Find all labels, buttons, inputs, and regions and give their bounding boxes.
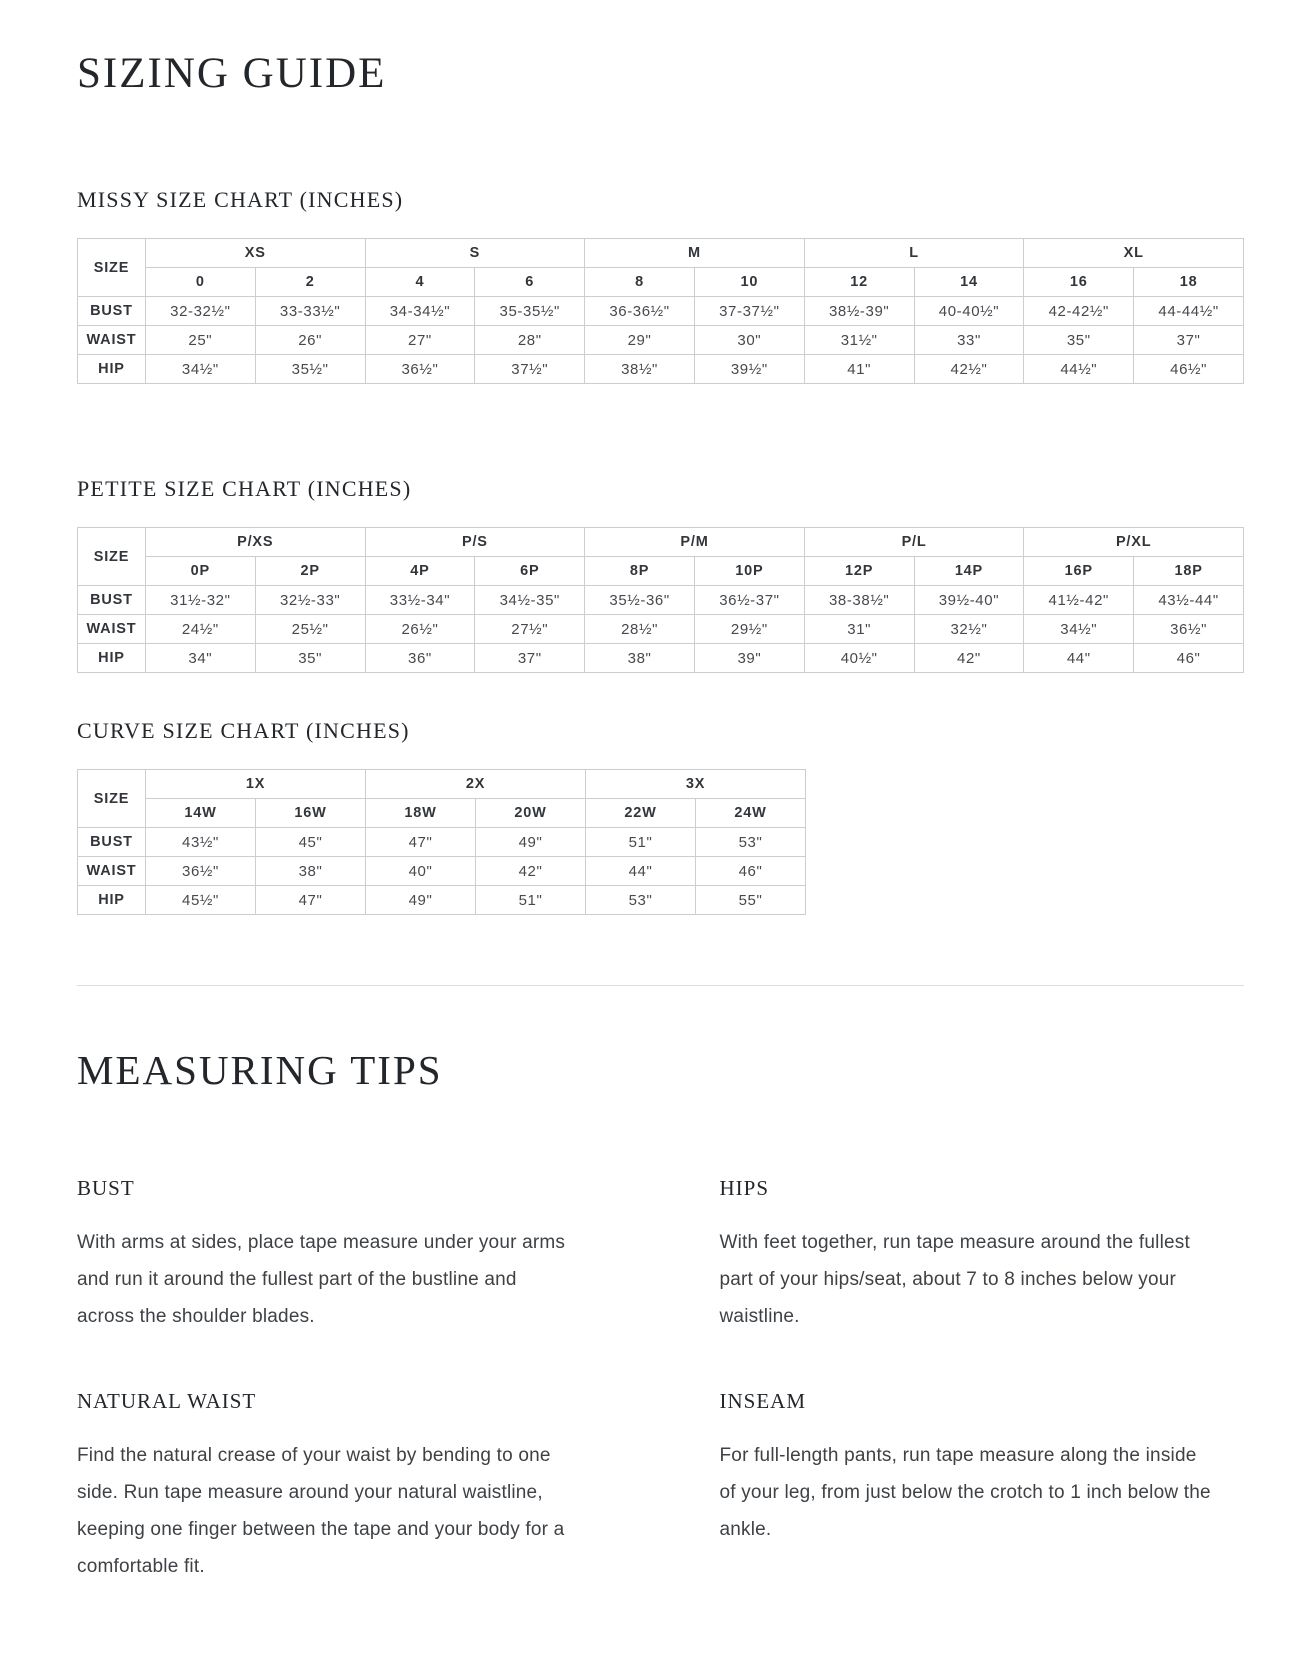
size-header-cell: 2 [255,268,365,297]
measurement-row [78,586,1244,615]
measurement-cell: 25½" [255,615,365,644]
measurement-cell: 44" [1024,644,1134,673]
size-header-cell: 18P [1134,557,1244,586]
measurement-cell: 53" [586,886,696,915]
size-header-row [78,557,1244,586]
measurement-cell: 34½-35" [475,586,585,615]
group-header-cell: L [804,239,1024,268]
measurement-row [78,644,1244,673]
measurement-cell: 42" [476,857,586,886]
group-header-cell: 2X [366,770,586,799]
measurement-cell: 34" [145,644,255,673]
measurement-cell: 33" [914,326,1024,355]
measurement-cell: 29½" [694,615,804,644]
size-header-cell: 18 [1134,268,1244,297]
group-header-cell: P/L [804,528,1024,557]
measurement-row [78,326,1244,355]
measurement-row [78,828,806,857]
tip-body: For full-length pants, run tape measure along the inside of your leg, from just below the crotch to 1 inch below the ankle. [719,1445,1211,1540]
size-header-cell: 14P [914,557,1024,586]
measurement-cell: 35" [1024,326,1134,355]
size-header-row [78,799,806,828]
size-header-cell: 24W [696,799,806,828]
size-header-cell: 14W [146,799,256,828]
measurement-cell: 49" [476,828,586,857]
measurement-row [78,355,1244,384]
measurement-cell: 44½" [1024,355,1134,384]
size-header-cell: 18W [366,799,476,828]
group-header-cell: XL [1024,239,1244,268]
size-chart-missy [77,187,1244,384]
measurement-cell: 38½" [585,355,695,384]
measurement-cell: 31½" [804,326,914,355]
row-label-cell: BUST [78,297,146,326]
group-header-cell: P/S [365,528,585,557]
measurement-cell: 43½" [146,828,256,857]
size-chart-petite [77,476,1244,673]
measurement-cell: 35½" [255,355,365,384]
measurement-cell: 41" [804,355,914,384]
measurement-cell: 27" [365,326,475,355]
measurement-cell: 43½-44" [1134,586,1244,615]
measurement-cell: 40" [366,857,476,886]
measurement-cell: 28" [475,326,585,355]
measurement-cell: 53" [696,828,806,857]
size-header-cell: 6P [475,557,585,586]
measuring-tip [720,1389,1245,1585]
measurement-cell: 36½" [365,355,475,384]
measurement-cell: 46" [696,857,806,886]
size-table-missy [77,238,1244,384]
measurement-cell: 45½" [146,886,256,915]
measurement-cell: 28½" [585,615,695,644]
size-header-cell: 0P [145,557,255,586]
tip-title: NATURAL WAIST [77,1389,257,1413]
measurement-cell: 29" [585,326,695,355]
tip-body: With feet together, run tape measure around the fullest part of your hips/seat, about 7 to 8 inches below your waistline. [719,1232,1190,1327]
measurement-cell: 36½" [146,857,256,886]
group-header-row [78,770,806,799]
measurement-row [78,857,806,886]
measurement-cell: 51" [586,828,696,857]
measuring-tips-grid [77,1176,1244,1585]
measurement-cell: 31" [804,615,914,644]
measurement-cell: 44" [586,857,696,886]
row-label-cell: WAIST [78,615,146,644]
measurement-row [78,297,1244,326]
tip-title: INSEAM [719,1389,807,1413]
size-header-cell: 8 [585,268,695,297]
page-title: SIZING GUIDE [77,50,387,97]
size-header-cell: 14 [914,268,1024,297]
measuring-tip [720,1176,1245,1335]
measurement-cell: 34½" [145,355,255,384]
size-header-cell: 12 [804,268,914,297]
measurement-cell: 38" [585,644,695,673]
measurement-cell: 36" [365,644,475,673]
size-corner-label: SIZE [78,239,146,297]
row-label-cell: WAIST [78,326,146,355]
row-label-cell: HIP [78,355,146,384]
group-header-cell: P/XS [145,528,365,557]
measurement-cell: 34-34½" [365,297,475,326]
measurement-cell: 47" [366,828,476,857]
measuring-tip [77,1176,602,1335]
row-label-cell: WAIST [78,857,146,886]
size-header-cell: 10P [694,557,804,586]
measurement-cell: 47" [256,886,366,915]
measurement-cell: 46½" [1134,355,1244,384]
measurement-cell: 31½-32" [145,586,255,615]
row-label-cell: BUST [78,828,146,857]
measuring-tips-title: MEASURING TIPS [77,1047,443,1093]
measurement-cell: 46" [1134,644,1244,673]
measurement-cell: 37½" [475,355,585,384]
size-header-cell: 16P [1024,557,1134,586]
group-header-cell: M [585,239,805,268]
measurement-cell: 38-38½" [804,586,914,615]
measurement-cell: 27½" [475,615,585,644]
measurement-cell: 30" [694,326,804,355]
measurement-cell: 40½" [804,644,914,673]
size-table-curve [77,769,806,915]
chart-heading: PETITE SIZE CHART (INCHES) [77,476,412,501]
measurement-cell: 38½-39" [804,297,914,326]
measurement-cell: 33½-34" [365,586,475,615]
size-header-cell: 8P [585,557,695,586]
size-table-petite [77,527,1244,673]
size-header-cell: 4 [365,268,475,297]
chart-heading: MISSY SIZE CHART (INCHES) [77,187,404,212]
size-charts-section [77,187,1244,915]
measurement-cell: 33-33½" [255,297,365,326]
group-header-cell: P/XL [1024,528,1244,557]
size-header-cell: 22W [586,799,696,828]
group-header-row [78,528,1244,557]
measurement-cell: 32-32½" [145,297,255,326]
size-header-cell: 16W [256,799,366,828]
group-header-cell: 3X [586,770,806,799]
measurement-cell: 32½" [914,615,1024,644]
measurement-row [78,886,806,915]
measurement-cell: 36-36½" [585,297,695,326]
group-header-cell: S [365,239,585,268]
measurement-cell: 39½" [694,355,804,384]
measurement-cell: 49" [366,886,476,915]
group-header-cell: XS [145,239,365,268]
measurement-cell: 24½" [145,615,255,644]
measurement-cell: 39" [694,644,804,673]
measurement-cell: 35½-36" [585,586,695,615]
measurement-cell: 36½" [1134,615,1244,644]
group-header-cell: 1X [146,770,366,799]
measurement-cell: 42" [914,644,1024,673]
measurement-cell: 32½-33" [255,586,365,615]
measurement-cell: 25" [145,326,255,355]
row-label-cell: HIP [78,644,146,673]
measurement-cell: 26" [255,326,365,355]
measurement-cell: 34½" [1024,615,1134,644]
size-chart-curve [77,718,1244,915]
measuring-tip [77,1389,602,1585]
measurement-cell: 42½" [914,355,1024,384]
section-divider [77,985,1244,986]
size-header-cell: 20W [476,799,586,828]
measurement-cell: 51" [476,886,586,915]
measurement-cell: 45" [256,828,366,857]
size-header-cell: 4P [365,557,475,586]
size-header-cell: 10 [694,268,804,297]
size-header-cell: 6 [475,268,585,297]
chart-heading: CURVE SIZE CHART (INCHES) [77,718,410,743]
measurement-cell: 37-37½" [694,297,804,326]
size-header-cell: 2P [255,557,365,586]
measurement-cell: 55" [696,886,806,915]
measurement-row [78,615,1244,644]
measurement-cell: 26½" [365,615,475,644]
size-header-cell: 0 [145,268,255,297]
measurement-cell: 38" [256,857,366,886]
row-label-cell: BUST [78,586,146,615]
tip-title: HIPS [719,1176,770,1200]
size-header-cell: 12P [804,557,914,586]
tip-body: With arms at sides, place tape measure under your arms and run it around the fullest part of the bustline and across the shoulder blades. [77,1232,566,1327]
measurement-cell: 36½-37" [694,586,804,615]
measurement-cell: 37" [475,644,585,673]
group-header-cell: P/M [585,528,805,557]
measurement-cell: 41½-42" [1024,586,1134,615]
size-header-cell: 16 [1024,268,1134,297]
size-corner-label: SIZE [78,528,146,586]
measurement-cell: 42-42½" [1024,297,1134,326]
size-header-row [78,268,1244,297]
group-header-row [78,239,1244,268]
measurement-cell: 37" [1134,326,1244,355]
measurement-cell: 40-40½" [914,297,1024,326]
row-label-cell: HIP [78,886,146,915]
tip-title: BUST [77,1176,135,1200]
measurement-cell: 35" [255,644,365,673]
measurement-cell: 35-35½" [475,297,585,326]
measurement-cell: 44-44½" [1134,297,1244,326]
size-corner-label: SIZE [78,770,146,828]
measurement-cell: 39½-40" [914,586,1024,615]
tip-body: Find the natural crease of your waist by bending to one side. Run tape measure around your natural waistline, keeping one finger between the tape and your body for a comfortable fit. [77,1445,565,1577]
